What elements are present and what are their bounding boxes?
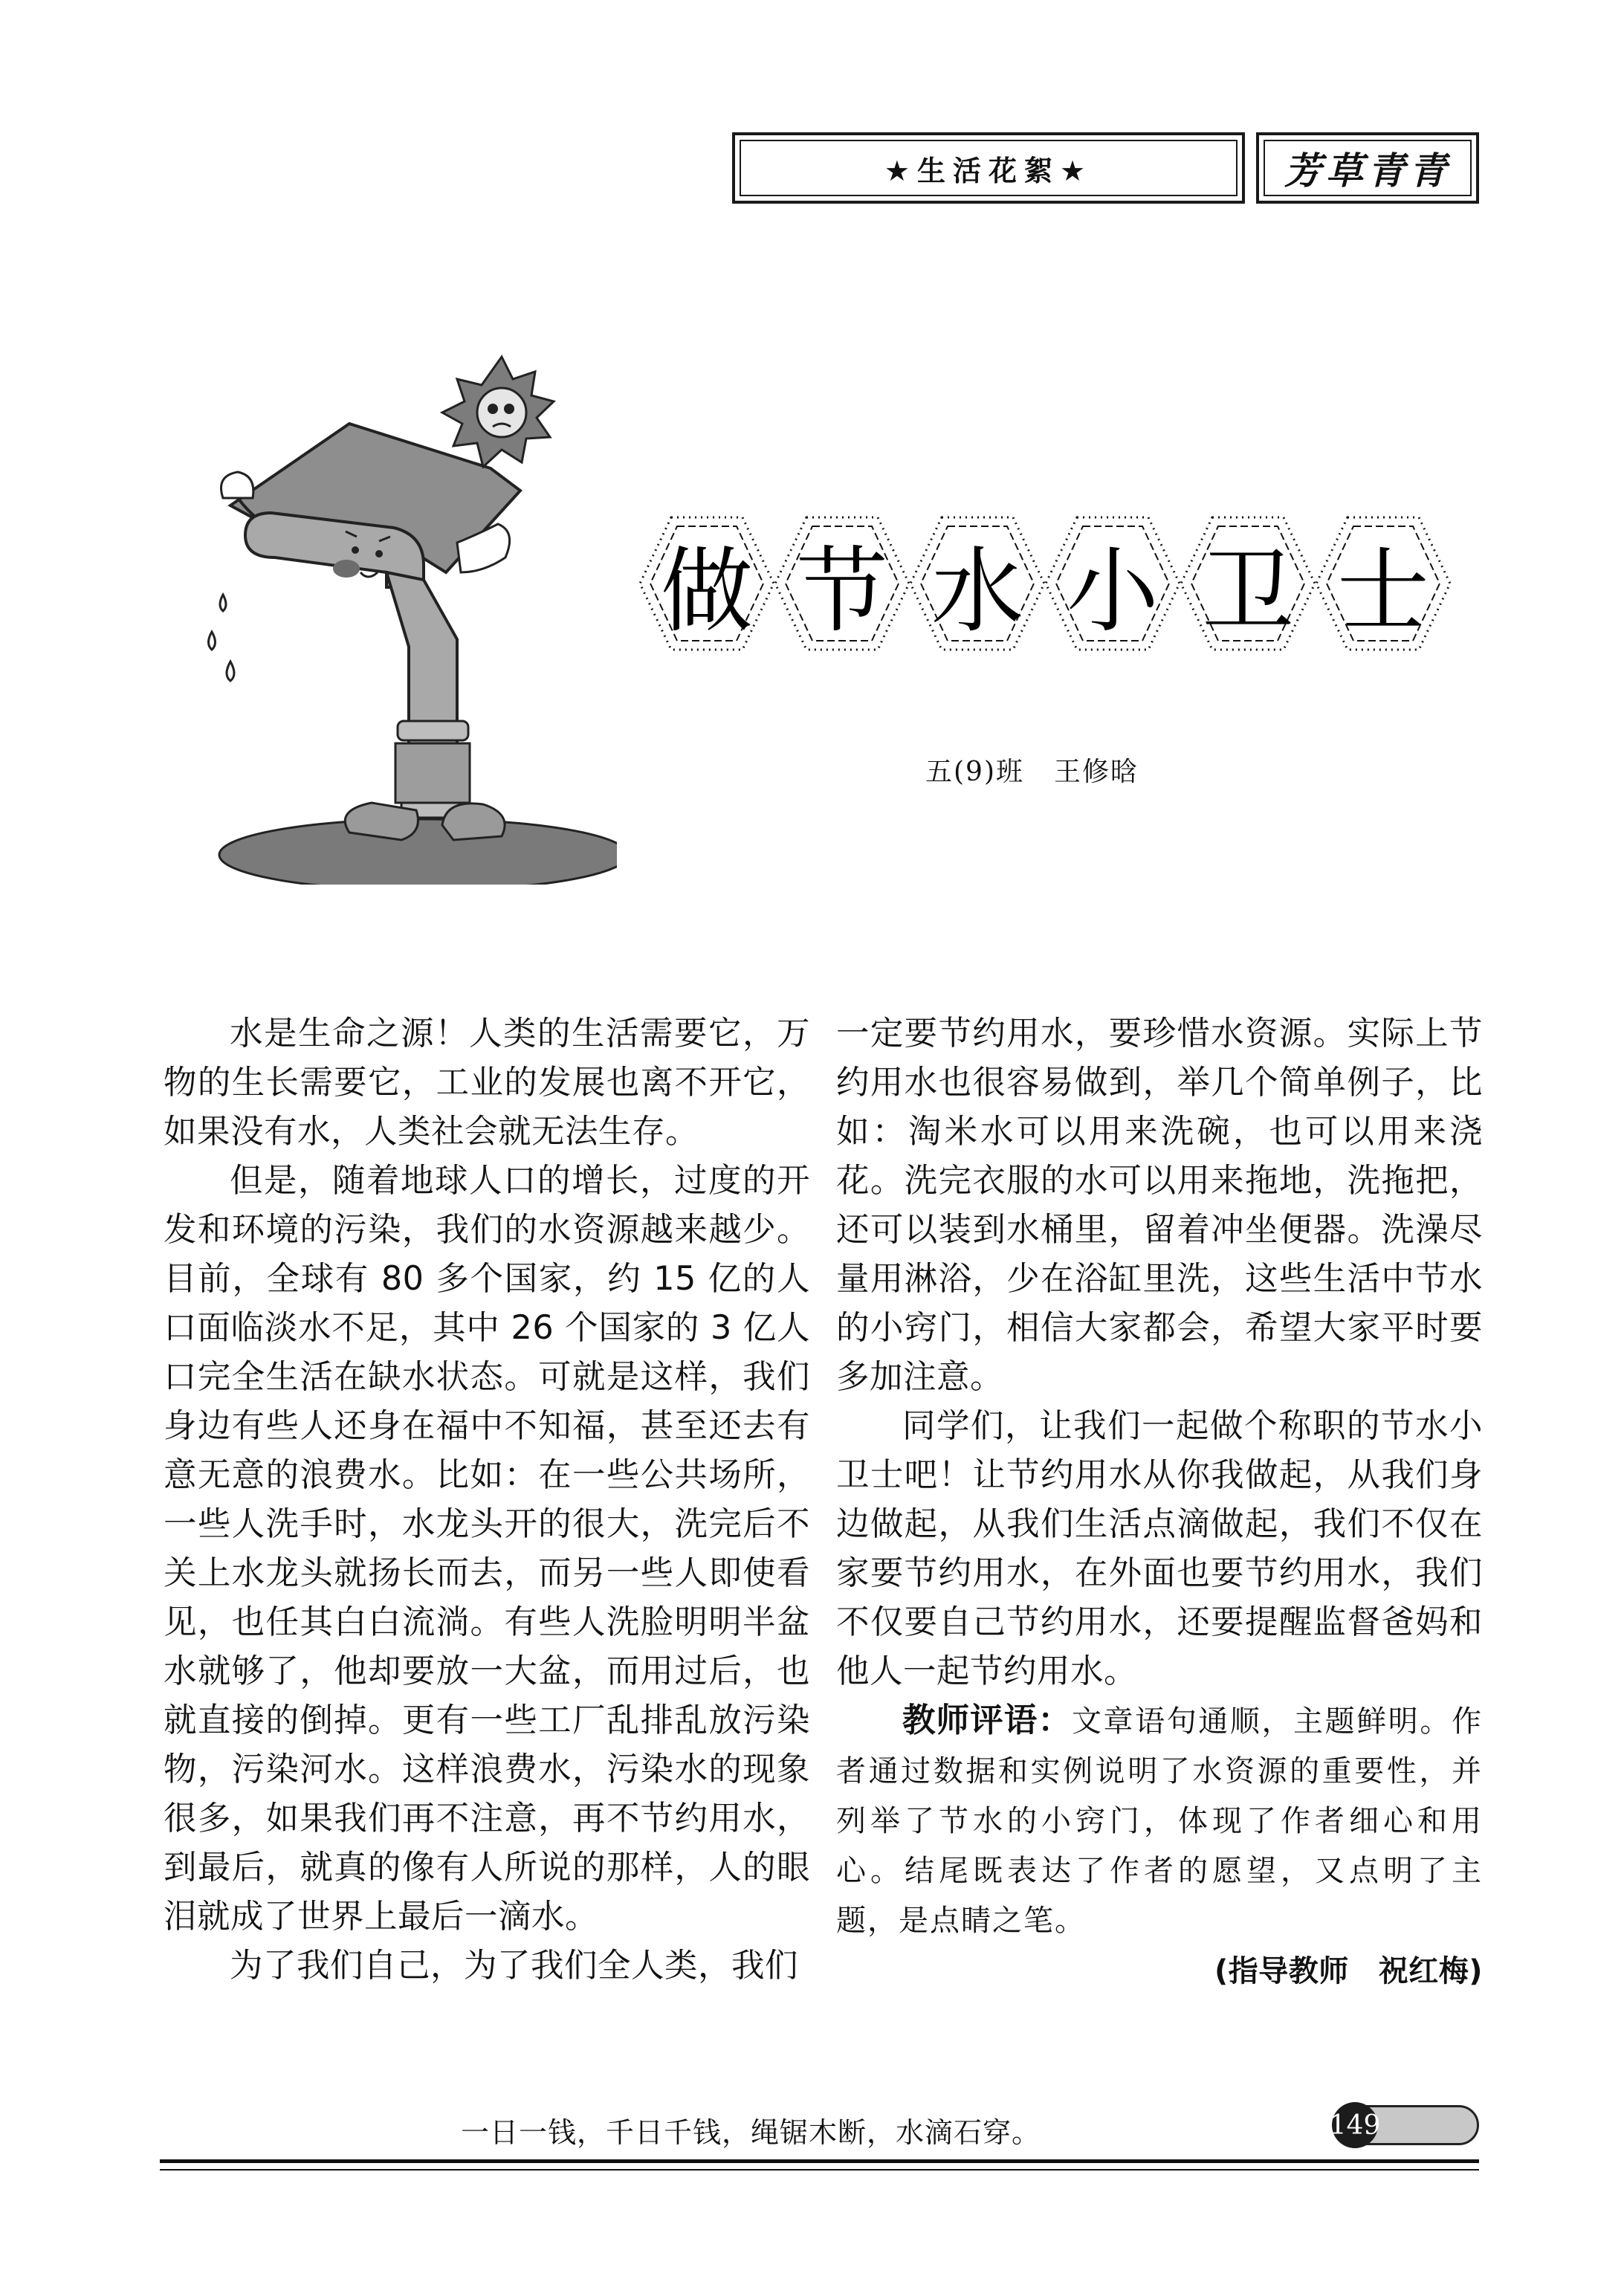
article-title (635, 513, 1447, 654)
column-header-box (1256, 132, 1479, 204)
title-char: 做 (635, 513, 778, 654)
paragraph: 水是生命之源！人类的生活需要它，万物的生长需要它，工业的发展也离不开它，如果没有水，人类社会就无法生存。 (164, 1015, 810, 1151)
page-number: 149 (1332, 2102, 1378, 2148)
sad-sun-icon (442, 357, 554, 467)
teacher-name: 祝红梅) (1378, 1954, 1483, 1988)
class-name: 五(9)班 (925, 757, 1024, 787)
title-char: 卫 (1177, 513, 1319, 654)
paragraph: 为了我们自己，为了我们全人类，我们 (230, 1947, 799, 1985)
footer-rule-thick (160, 2159, 1479, 2163)
column-label: 芳草青青 (1264, 140, 1472, 196)
teacher-role: (指导教师 (1214, 1954, 1349, 1988)
comment-text: 文章语句通顺，主题鲜明。作者通过数据和实例说明了水资源的重要性，并列举了节水的小窍门，体现了作者细心和用心。结尾既表达了作者的愿望，又点明了主题，是点睛之笔。 (836, 1704, 1483, 1938)
byline (925, 751, 1139, 789)
title-char: 小 (1041, 513, 1184, 654)
body-column-right (836, 1009, 1483, 1996)
title-char: 水 (906, 513, 1049, 654)
title-char: 士 (1312, 513, 1455, 654)
faucet-mascot-icon (201, 349, 617, 885)
section-header-box (732, 132, 1245, 204)
teacher-comment (836, 1696, 1483, 1945)
footer-rule-thin (160, 2169, 1479, 2171)
footer-proverb: 一日一钱，千日千钱，绳锯木断，水滴石穿。 (461, 2116, 1041, 2149)
teacher-signature (836, 1947, 1483, 1996)
section-label: ★生活花絮★ (740, 140, 1238, 196)
body-column-left (164, 1009, 810, 1991)
title-char: 节 (771, 513, 913, 654)
author-name: 王修晗 (1054, 757, 1139, 787)
comment-label: 教师评语： (902, 1701, 1072, 1739)
paragraph: 同学们，让我们一起做个称职的节水小卫士吧！让节约用水从你我做起，从我们身边做起，从我们生活点滴做起，我们不仅在家要节约用水，在外面也要节约用水，我们不仅要自己节约用水，还要提醒监督爸妈和他人一起节约用水。 (836, 1407, 1483, 1690)
paragraph: 但是，随着地球人口的增长，过度的开发和环境的污染，我们的水资源越来越少。目前，全球有 80 多个国家，约 15 亿的人口面临淡水不足，其中 26 个国家的 3 亿人口完全生活在缺水状态。可就是这样，我们身边有些人还身在福中不知福，甚至还去有意无意的浪费水。比如：在一些公共场所，一些人洗手时，水龙头开的很大，洗完后不关上水龙头就扬长而去，而另一些人即使看见，也任其白白流淌。有些人洗脸明明半盆水就够了，他却要放一大盆，而用过后，也就直接的倒掉。更有一些工厂乱排乱放污染物，污染河水。这样浪费水，污染水的现象很多，如果我们再不注意，再不节约用水，到最后，就真的像有人所说的那样，人的眼泪就成了世界上最后一滴水。 (164, 1162, 810, 1936)
paragraph: 一定要节约用水，要珍惜水资源。实际上节约用水也很容易做到，举几个简单例子，比如：淘米水可以用来洗碗，也可以用来浇花。洗完衣服的水可以用来拖地，洗拖把，还可以装到水桶里，留着冲坐便器。洗澡尽量用淋浴，少在浴缸里洗，这些生活中节水的小窍门，相信大家都会，希望大家平时要多加注意。 (836, 1015, 1483, 1396)
